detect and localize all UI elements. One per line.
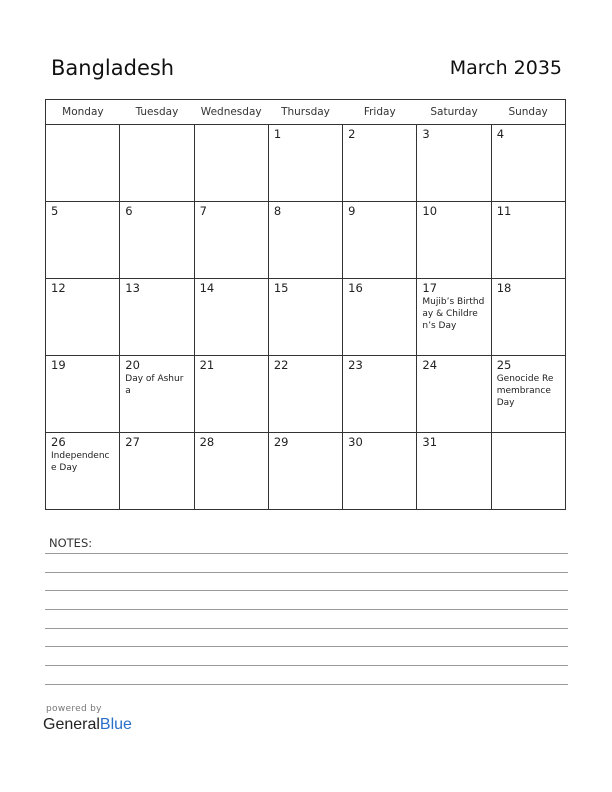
day-cell [194,125,268,202]
holiday-label: Genocide Remembrance Day [496,374,554,408]
day-cell [46,279,120,356]
day-number: 12 [51,281,66,295]
day-number: 17 [422,281,438,295]
day-cell [491,356,565,433]
day-cell [120,433,194,510]
week-row [46,125,566,202]
day-number: 28 [199,435,215,449]
day-cell [194,202,268,279]
day-cell [417,125,491,202]
weekday-monday: Monday [46,100,120,125]
day-number: 1 [273,127,282,141]
day-cell [343,433,417,510]
day-cell [417,202,491,279]
day-cell [491,202,565,279]
day-number: 30 [348,435,363,449]
weekday-tuesday: Tuesday [120,100,194,125]
day-cell [343,356,417,433]
day-number: 29 [273,435,289,449]
day-number: 16 [348,281,363,295]
day-cell [417,356,491,433]
holiday-label: Independence Day [51,451,110,473]
day-number: 26 [51,435,66,449]
day-number: 13 [125,281,140,295]
day-cell [268,279,342,356]
holiday-label: Day of Ashura [125,374,184,396]
day-number: 2 [348,127,356,141]
day-cell [417,433,491,510]
weekday-saturday: Saturday [417,100,491,125]
day-cell [194,279,268,356]
calendar-body [46,125,566,510]
day-cell [268,433,342,510]
holiday-label: Mujib’s Birthday & Children’s Day [422,297,485,331]
day-number: 6 [125,204,133,218]
day-number: 5 [51,204,59,218]
day-number: 11 [496,204,512,218]
day-cell [268,202,342,279]
note-line [45,665,568,666]
day-cell [268,125,342,202]
note-line [45,609,568,610]
day-number: 14 [199,281,215,295]
day-cell [120,202,194,279]
day-cell [120,356,194,433]
day-cell [343,202,417,279]
day-cell [120,125,194,202]
week-row [46,356,566,433]
day-number: 31 [422,435,438,449]
notes-label: NOTES: [49,536,93,550]
note-line [45,628,568,629]
day-number: 22 [273,358,289,372]
day-cell [491,433,565,510]
month-title: March 2035 [449,57,562,79]
weekday-header-row [46,100,566,125]
note-line [45,590,568,591]
day-number: 3 [422,127,430,141]
day-number: 23 [348,358,363,372]
day-number: 21 [199,358,215,372]
day-number: 20 [125,358,140,372]
day-cell [194,433,268,510]
weekday-friday: Friday [343,100,417,125]
day-cell [343,279,417,356]
country-title: Bangladesh [51,56,175,80]
day-cell [268,356,342,433]
weekday-thursday: Thursday [268,100,342,125]
generalblue-logo[interactable] [43,716,132,734]
logo-blue: Blue [99,716,132,733]
day-cell [46,202,120,279]
day-cell [343,125,417,202]
calendar-grid [45,99,566,510]
day-cell [46,125,120,202]
week-row [46,279,566,356]
note-line [45,684,568,685]
note-line [45,646,568,647]
day-cell [491,279,565,356]
day-number: 19 [51,358,66,372]
day-cell [194,356,268,433]
day-number: 9 [348,204,356,218]
day-cell [491,125,565,202]
week-row [46,202,566,279]
day-number: 15 [273,281,289,295]
logo-general: General [43,716,100,733]
powered-by-text: powered by [46,704,102,714]
day-cell [120,279,194,356]
day-cell [417,279,491,356]
day-number: 10 [422,204,438,218]
day-number: 7 [199,204,207,218]
day-number: 24 [422,358,438,372]
note-line [45,572,568,573]
day-number: 18 [496,281,512,295]
note-line [45,553,568,554]
day-number: 25 [496,358,512,372]
day-number: 27 [125,435,140,449]
weekday-wednesday: Wednesday [194,100,268,125]
week-row [46,433,566,510]
day-cell [46,356,120,433]
day-cell [46,433,120,510]
day-number: 8 [273,204,282,218]
weekday-sunday: Sunday [491,100,565,125]
day-number: 4 [496,127,505,141]
